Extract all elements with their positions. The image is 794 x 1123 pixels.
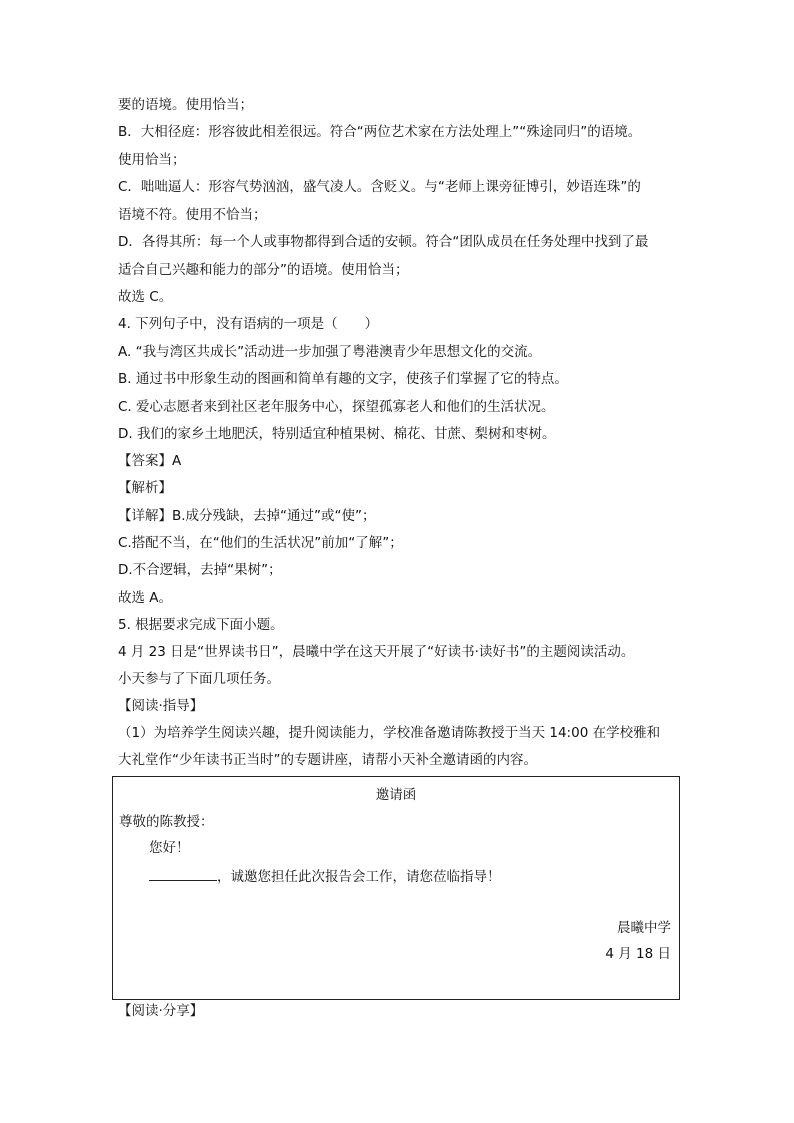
invitation-date: 4 月 18 日: [605, 946, 671, 962]
text-line: 使用恰当；: [118, 152, 186, 168]
invitation-body: ，诚邀您担任此次报告会工作，请您莅临指导！: [217, 869, 501, 885]
option-c: C. 爱心志愿者来到社区老年服务中心，探望孤寡老人和他们的生活状况。: [118, 399, 555, 415]
text-line: D.不合逻辑，去掉“果树”；: [118, 562, 282, 578]
text-line: 故选 A。: [118, 590, 173, 606]
question-5-stem: 5. 根据要求完成下面小题。: [118, 617, 284, 633]
analysis-heading: 【解析】: [118, 480, 172, 496]
text-line: 4 月 23 日是“世界读书日”，晨曦中学在这天开展了“好读书·读好书”的主题阅读活动。: [118, 644, 635, 660]
text-line: 小天参与了下面几项任务。: [118, 671, 280, 687]
invitation-box: [112, 776, 680, 1000]
text-line: D．各得其所：每一个人或事物都得到合适的安顿。符合“团队成员在任务处理中找到了最: [118, 234, 649, 250]
answer-heading: 【答案】A: [118, 453, 182, 469]
section-heading: 【阅读·指导】: [118, 698, 204, 714]
text-line: C.搭配不当，在“他们的生活状况”前加“了解”；: [118, 535, 403, 551]
text-line: 大礼堂作“少年读书正当时”的专题讲座，请帮小天补全邀请函的内容。: [118, 752, 537, 768]
text-line: 要的语境。使用恰当；: [118, 97, 253, 113]
fill-in-blank[interactable]: [149, 866, 217, 881]
text-line: 故选 C。: [118, 289, 173, 305]
text-line: 【详解】B.成分残缺，去掉“通过”或“使”；: [118, 508, 376, 524]
text-line: （1）为培养学生阅读兴趣，提升阅读能力，学校准备邀请陈教授于当天 14:00 在学校雅和: [118, 725, 661, 741]
text-line: C．咄咄逼人：形容气势汹汹，盛气凌人。含贬义。与“老师上课旁征博引，妙语连珠”的: [118, 179, 641, 195]
question-4-stem: 4. 下列句子中，没有语病的一项是（ ）: [118, 316, 379, 332]
invitation-title: 邀请函: [375, 787, 417, 803]
section-heading: 【阅读·分享】: [118, 1003, 204, 1019]
invitation-signature: 晨曦中学: [617, 920, 671, 936]
invitation-salutation: 尊敬的陈教授：: [119, 814, 214, 830]
text-line: 语境不符。使用不恰当；: [118, 207, 267, 223]
option-d: D. 我们的家乡土地肥沃，特别适宜种植果树、棉花、甘蔗、梨树和枣树。: [118, 426, 556, 442]
text-line: 适合自己兴趣和能力的部分”的语境。使用恰当；: [118, 262, 409, 278]
invitation-greeting: 您好！: [149, 840, 190, 856]
invitation-body-line: [149, 866, 501, 886]
text-line: B．大相径庭：形容彼此相差很远。符合“两位艺术家在方法处理上”“殊途同归”的语境。: [118, 124, 642, 140]
option-b: B. 通过书中形象生动的图画和简单有趣的文字，使孩子们掌握了它的特点。: [118, 371, 568, 387]
option-a: A. “我与湾区共成长”活动进一步加强了粤港澳青少年思想文化的交流。: [118, 344, 542, 360]
